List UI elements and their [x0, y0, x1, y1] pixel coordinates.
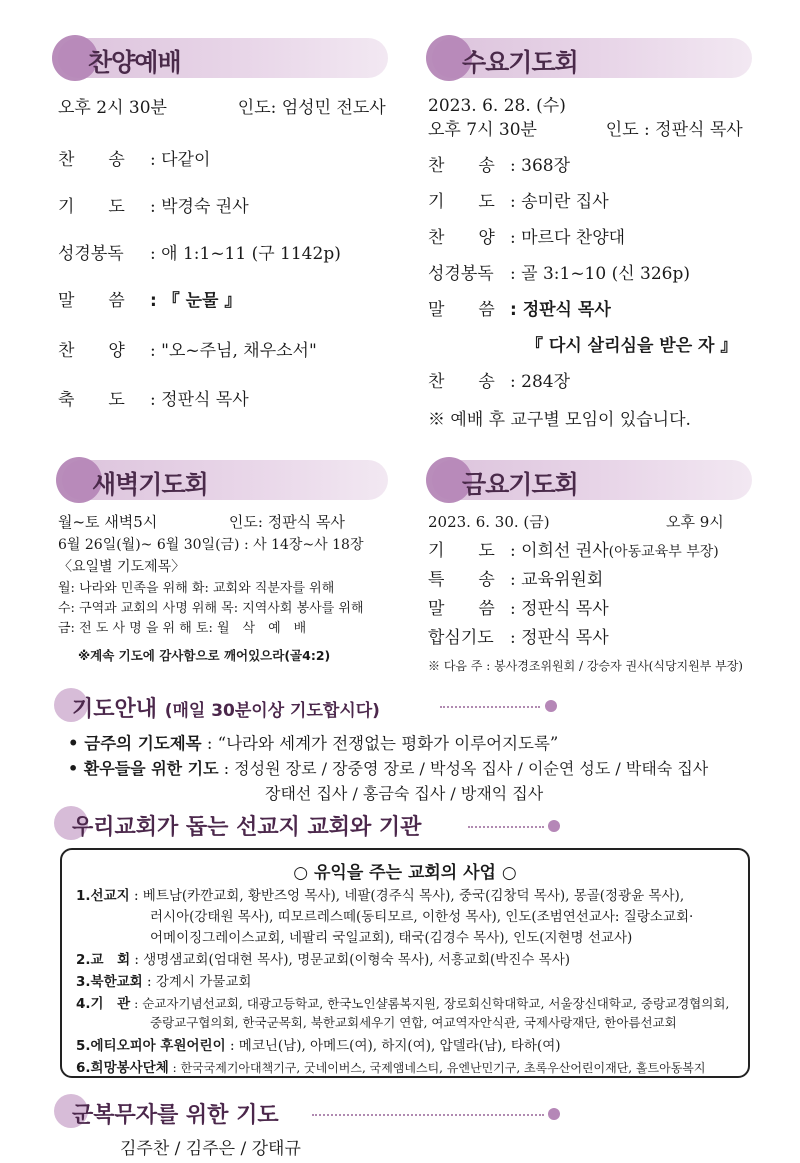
missions-row: 어메이징그레이스교회, 네팔리 국일교회), 태국(김경수 목사), 인도(지현명 선교사)	[150, 930, 633, 946]
wednesday-time-row	[428, 122, 743, 139]
friday-row: 합심기도 : 정판식 목사	[428, 628, 609, 648]
wednesday-row: 성경봉독 : 골 3:1~10 (신 326p)	[428, 264, 691, 284]
missions-box	[60, 848, 750, 1078]
military-end-dot-icon	[548, 1108, 560, 1120]
missions-divider	[468, 826, 544, 828]
guide-divider	[440, 706, 540, 708]
worship-row-reading: 성경봉독 : 애 1:1~11 (구 1142p)	[58, 244, 341, 264]
wednesday-header	[432, 38, 752, 78]
military-names: 김주찬 / 김주은 / 강태규	[120, 1139, 301, 1159]
missions-row: 4.기 관 : 순교자기념선교회, 대광고등학교, 한국노인샬롬복지원, 장로회신학대학교, 서울장신대학교, 중랑교경협의회,	[76, 996, 730, 1012]
dawn-topic: 금: 전 도 사 명 을 위 해 토: 월 삭 예 배	[58, 621, 307, 636]
prayer-guide-item2: • 환우들을 위한 기도 : 정성원 장로 / 장중영 장로 / 박성옥 집사 / 이순연 성도 / 박태숙 집사	[68, 759, 709, 778]
wednesday-row-sermon: 말 씀 : 정판식 목사	[428, 300, 611, 320]
wednesday-time: 오후 7시 30분	[428, 120, 537, 140]
friday-header	[432, 460, 752, 500]
friday-row: 기 도 : 이희선 권사(아동교육부 부장)	[428, 541, 719, 561]
wednesday-note: ※ 예배 후 교구별 모임이 있습니다.	[428, 410, 691, 430]
dawn-header	[62, 460, 388, 500]
friday-row: 말 씀 : 정판식 목사	[428, 599, 609, 619]
wednesday-row: 찬 양 : 마르다 찬양대	[428, 228, 626, 248]
missions-end-dot-icon	[548, 820, 560, 832]
wednesday-row: 기 도 : 송미란 집사	[428, 192, 609, 212]
missions-row: 중랑교구협의회, 한국군목회, 북한교회세우기 연합, 여교역자안식관, 국제사랑재단, 한아름선교회	[150, 1015, 677, 1030]
dawn-days: 월~토 새벽5시	[58, 513, 158, 531]
missions-row: 5.에티오피아 후원어린이 : 메코닌(남), 아메드(여), 하지(여), 압델라(남), 타하(여)	[76, 1038, 561, 1054]
dawn-verse: ※계속 기도에 감사함으로 깨어있으라(골4:2)	[78, 648, 331, 663]
prayer-guide-title: 기도안내 (매일 30분이상 기도합시다)	[72, 697, 380, 722]
wednesday-leader: 인도 : 정판식 목사	[605, 120, 743, 140]
worship-time-row	[58, 100, 386, 117]
missions-row: 1.선교지 : 베트남(카깐교회, 황반즈엉 목사), 네팔(경주식 목사), 중국(김창덕 목사), 몽골(정광윤 목사),	[76, 888, 685, 904]
missions-box-title: ○ 유익을 주는 교회의 사업 ○	[293, 863, 517, 883]
dawn-leader: 인도: 정판식 목사	[228, 513, 345, 531]
wednesday-sermon-title: 『 다시 살리심을 받은 자 』	[526, 336, 738, 356]
missions-row: 6.희망봉사단체 : 한국국제기아대책기구, 굿네이버스, 국제앰네스티, 유엔난민기구, 초록우산어린이재단, 홀트아동복지	[76, 1060, 706, 1076]
worship-leader: 인도: 엄성민 전도사	[237, 98, 386, 118]
wednesday-title: 수요기도회	[462, 48, 578, 77]
worship-title: 찬양예배	[88, 48, 181, 77]
dawn-topic: 수: 구역과 교회의 사명 위해 목: 지역사회 봉사를 위해	[58, 601, 364, 616]
friday-note: ※ 다음 주 : 봉사경조위원회 / 강승자 권사(식당지원부 부장)	[428, 659, 743, 673]
wednesday-row-closing: 찬 송 : 284장	[428, 372, 571, 392]
worship-time: 오후 2시 30분	[58, 98, 167, 118]
worship-row-benediction: 축 도 : 정판식 목사	[58, 390, 249, 410]
dawn-days-row	[58, 515, 345, 530]
worship-row-praise: 찬 양 : "오~주님, 채우소서"	[58, 341, 317, 361]
worship-header	[58, 38, 388, 78]
prayer-guide-item2-cont: 장태선 집사 / 홍금숙 집사 / 방재익 집사	[265, 784, 544, 803]
worship-row-prayer: 기 도 : 박경숙 권사	[58, 197, 249, 217]
friday-title: 금요기도회	[462, 470, 578, 499]
dawn-topic: 월: 나라와 민족을 위해 화: 교회와 직분자를 위해	[58, 581, 335, 596]
military-title: 군복무자를 위한 기도	[72, 1103, 279, 1128]
worship-row-sermon: 말 씀 : 『 눈물 』	[58, 291, 242, 311]
friday-date: 2023. 6. 30. (금)	[428, 513, 550, 531]
dawn-period: 6월 26일(월)~ 6월 30일(금) : 사 14장~사 18장	[58, 537, 364, 553]
missions-row: 2.교 회 : 생명샘교회(엄대현 목사), 명문교회(이형숙 목사), 서흥교회(박진수 목사)	[76, 952, 571, 968]
guide-end-dot-icon	[545, 700, 557, 712]
wednesday-row: 찬 송 : 368장	[428, 156, 571, 176]
worship-row-hymn: 찬 송 : 다같이	[58, 150, 211, 170]
dawn-subtitle: 〈요일별 기도제목〉	[58, 559, 186, 575]
friday-row: 특 송 : 교육위원회	[428, 570, 604, 590]
missions-title: 우리교회가 돕는 선교지 교회와 기관	[72, 815, 422, 840]
missions-row: 러시아(강태원 목사), 띠모르레스떼(동티모르, 이한성 목사), 인도(조범연선교사: 질랑소교회·	[150, 909, 694, 925]
missions-row: 3.북한교회 : 강계시 가물교회	[76, 974, 252, 990]
military-divider	[312, 1114, 544, 1116]
wednesday-date: 2023. 6. 28. (수)	[428, 96, 566, 116]
friday-time: 오후 9시	[666, 513, 724, 531]
prayer-guide-item1: • 금주의 기도제목 : “나라와 세계가 전쟁없는 평화가 이루어지도록”	[68, 734, 559, 753]
dawn-title: 새벽기도회	[92, 470, 208, 499]
